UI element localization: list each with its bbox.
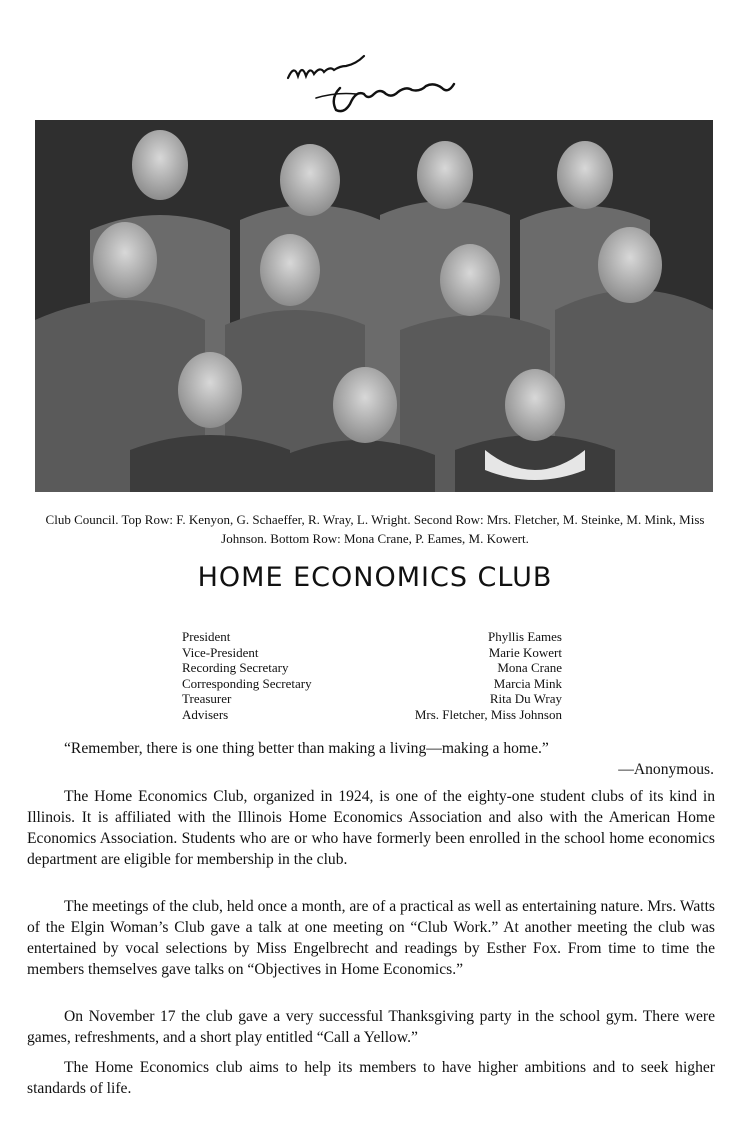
quote-text: “Remember, there is one thing better than making a living—making a home.” bbox=[64, 740, 549, 757]
page-title: HOME ECONOMICS CLUB bbox=[197, 562, 553, 593]
officer-row bbox=[182, 645, 562, 661]
officer-row bbox=[182, 629, 562, 645]
officer-role: Treasurer bbox=[182, 691, 232, 707]
officer-name: Rita Du Wray bbox=[489, 691, 562, 707]
officer-name: Phyllis Eames bbox=[487, 629, 562, 644]
officer-name: Marcia Mink bbox=[493, 675, 562, 691]
officer-row bbox=[182, 707, 562, 723]
officer-role: Vice-President bbox=[182, 644, 259, 660]
photo-caption: Club Council. Top Row: F. Kenyon, G. Schaeffer, R. Wray, L. Wright. Second Row: Mrs. Fletcher, M. Steinke, M. Mink, Miss Johnson. Bottom Row: Mona Crane, P. Eames, M. Kowert. bbox=[45, 512, 705, 546]
officer-role: President bbox=[182, 629, 231, 644]
officer-role: Advisers bbox=[182, 706, 229, 722]
officer-name: Mrs. Fletcher, Miss Johnson bbox=[414, 706, 562, 722]
officer-name: Marie Kowert bbox=[488, 644, 562, 660]
officer-role: Recording Secretary bbox=[182, 660, 289, 676]
officer-row bbox=[182, 691, 562, 707]
body-paragraph: On November 17 the club gave a very successful Thanksgiving party in the school gym. There were games, refreshments, and a short play entitled “Call a Yellow.” bbox=[27, 1008, 715, 1046]
officer-role: Corresponding Secretary bbox=[182, 675, 312, 691]
handwritten-signature bbox=[280, 48, 460, 118]
officer-name: Mona Crane bbox=[497, 660, 562, 676]
quote-block bbox=[64, 738, 714, 780]
quote-attribution: —Anonymous. bbox=[618, 761, 714, 778]
officer-row bbox=[182, 676, 562, 692]
officer-list bbox=[182, 629, 562, 723]
club-council-photo bbox=[35, 120, 713, 492]
body-paragraph: The Home Economics club aims to help its members to have higher ambitions and to seek higher standards of life. bbox=[27, 1059, 715, 1097]
body-paragraph: The meetings of the club, held once a month, are of a practical as well as entertaining nature. Mrs. Watts of the Elgin Woman’s Club gave a talk at one meeting on “Club Work.” At another meeting the club was entertained by vocal selections by Miss Engelbrecht and readings by Esther Fox. From time to time the members themselves gave talks on “Objectives in Home Economics.” bbox=[27, 898, 716, 978]
body-paragraph: The Home Economics Club, organized in 1924, is one of the eighty-one student clubs of its kind in Illinois. It is affiliated with the Illinois Home Economics Association and also with the American Home Economics Association. Students who are or who have formerly been enrolled in the school home economics department are eligible for membership in the club. bbox=[27, 788, 715, 868]
officer-row bbox=[182, 660, 562, 676]
